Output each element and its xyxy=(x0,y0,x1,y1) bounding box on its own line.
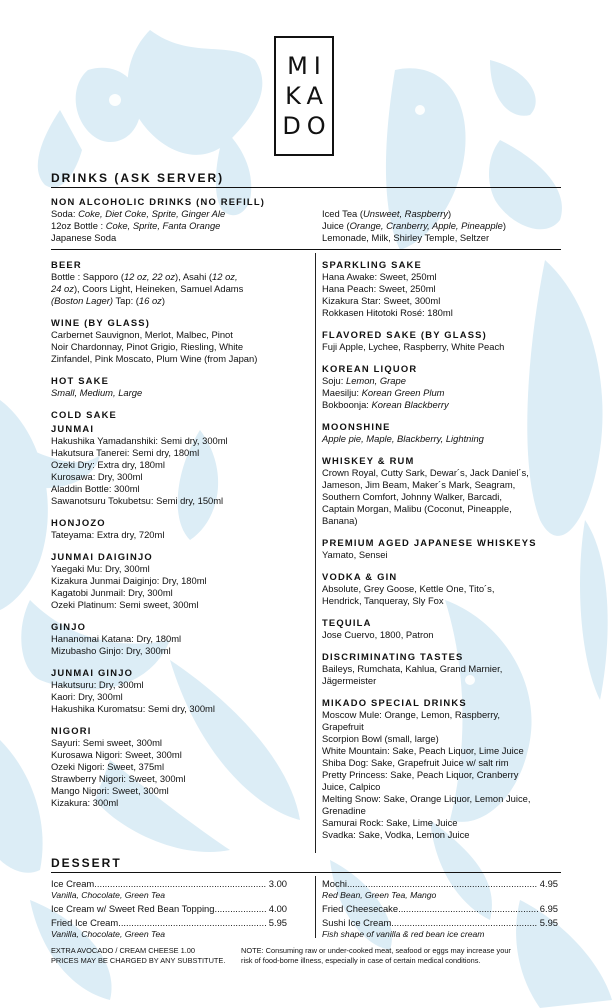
moonshine-block xyxy=(322,421,567,445)
discriminating-tastes-heading: DISCRIMINATING TASTES xyxy=(322,651,464,662)
vodka-line: Absolute, Grey Goose, Kettle One, Tito´s, xyxy=(322,583,495,594)
special-line: Juice, Calpico xyxy=(322,781,381,792)
special-line: Pretty Princess: Sake, Peach Liquor, Cranberry xyxy=(322,769,519,780)
junmai-ginjo-heading: JUNMAI GINJO xyxy=(51,667,134,678)
juice-line: Juice (Orange, Cranberry, Apple, Pineapple) xyxy=(322,220,506,231)
special-line: Svadka: Sake, Vodka, Lemon Juice xyxy=(322,829,470,840)
sake-item: Hakutsuru: Dry, 300ml xyxy=(51,679,144,690)
whiskey-line: Captain Morgan, Malibu (Coconut, Pineapple, xyxy=(322,503,512,514)
vodka-line: Hendrick, Tanqueray, Sly Fox xyxy=(322,595,444,606)
footer-line: EXTRA AVOCADO / CREAM CHEESE 1.00 xyxy=(51,946,196,955)
drinks-top-rule xyxy=(51,187,561,188)
discriminating-tastes-block xyxy=(322,651,567,687)
hot-sake-sizes: Small, Medium, Large xyxy=(51,387,143,398)
discriminating-line: Jägermeister xyxy=(322,675,377,686)
bottle-line: 12oz Bottle : Coke, Sprite, Fanta Orange xyxy=(51,220,221,231)
special-line: White Mountain: Sake, Peach Liquor, Lime Juice xyxy=(322,745,524,756)
flavored-sake-heading: FLAVORED SAKE (BY GLASS) xyxy=(322,329,487,340)
honjozo-heading: HONJOZO xyxy=(51,517,106,528)
tequila-items: Jose Cuervo, 1800, Patron xyxy=(322,629,434,640)
special-drinks-block xyxy=(322,697,567,841)
sparkling-item: Rokkasen Hitotoki Rosé: 180ml xyxy=(322,307,453,318)
sparkling-item: Hana Awake: Sweet, 250ml xyxy=(322,271,437,282)
moonshine-items: Apple pie, Maple, Blackberry, Lightning xyxy=(322,433,484,444)
wine-line: Carbernet Sauvignon, Merlot, Malbec, Pinot xyxy=(51,329,233,340)
beer-line: 24 oz), Coors Light, Heineken, Samuel Adams xyxy=(51,283,244,294)
sake-item: Kizakura: 300ml xyxy=(51,797,119,808)
whiskey-rum-block xyxy=(322,455,567,527)
sake-item: Tateyama: Extra dry, 720ml xyxy=(51,529,165,540)
other-drinks-line: Lemonade, Milk, Shirley Temple, Seltzer xyxy=(322,232,490,243)
logo-line: DO xyxy=(282,112,332,140)
sake-item: Kaori: Dry, 300ml xyxy=(51,691,123,702)
footer-line: PRICES MAY BE CHARGED BY ANY SUBSTITUTE. xyxy=(51,955,226,965)
junmai-heading: JUNMAI xyxy=(51,423,95,434)
maesilju-line: Maesilju: Korean Green Plum xyxy=(322,387,445,398)
footer-line: NOTE: Consuming raw or under-cooked meat, seafood or eggs may increase your xyxy=(241,946,511,955)
hot-sake-heading: HOT SAKE xyxy=(51,375,110,386)
sake-item: Kizakura Junmai Daiginjo: Dry, 180ml xyxy=(51,575,207,586)
logo-line: MI xyxy=(287,52,327,80)
discriminating-line: Baileys, Rumchata, Kahlua, Grand Marnier, xyxy=(322,663,503,674)
footer-health-note xyxy=(241,946,571,965)
soju-line: Soju: Lemon, Grape xyxy=(322,375,406,386)
sake-item: Sawanotsuru Tokubetsu: Semi dry, 150ml xyxy=(51,495,224,506)
ginjo-block xyxy=(51,621,313,657)
special-line: Moscow Mule: Orange, Lemon, Raspberry, xyxy=(322,709,501,720)
non-alcoholic-heading: NON ALCOHOLIC DRINKS (NO REFILL) xyxy=(51,196,266,207)
dessert-divider xyxy=(315,876,316,938)
moonshine-heading: MOONSHINE xyxy=(322,421,391,432)
sake-item: Hakushika Yamadanshiki: Semi dry, 300ml xyxy=(51,435,228,446)
sake-item: Ozeki Platinum: Semi sweet, 300ml xyxy=(51,599,199,610)
wine-heading: WINE (BY GLASS) xyxy=(51,317,151,328)
japanese-soda-line: Japanese Soda xyxy=(51,232,117,243)
sake-item: Strawberry Nigori: Sweet, 300ml xyxy=(51,773,186,784)
flavored-sake-block xyxy=(322,329,567,353)
sake-item: Kagatobi Junmail: Dry, 300ml xyxy=(51,587,173,598)
special-line: Melting Snow: Sake, Orange Liquor, Lemon Juice, xyxy=(322,793,531,804)
sake-item: Ozeki Nigori: Sweet, 375ml xyxy=(51,761,165,772)
ginjo-heading: GINJO xyxy=(51,621,87,632)
dessert-left-column xyxy=(51,878,287,942)
special-line: Samurai Rock: Sake, Lime Juice xyxy=(322,817,458,828)
wine-line: Zinfandel, Pink Moscato, Plum Wine (from Japan) xyxy=(51,353,258,364)
footer-surcharge-note xyxy=(51,946,251,965)
premium-whiskey-items: Yamato, Sensei xyxy=(322,549,388,560)
whiskey-rum-heading: WHISKEY & RUM xyxy=(322,455,415,466)
beer-block xyxy=(51,259,313,307)
bokboonja-line: Bokboonja: Korean Blackberry xyxy=(322,399,449,410)
premium-whiskey-block xyxy=(322,537,567,561)
wine-block xyxy=(51,317,313,365)
non-alcoholic-left xyxy=(51,196,313,244)
whiskey-line: Banana) xyxy=(322,515,358,526)
vodka-gin-block xyxy=(322,571,567,607)
dessert-description: Fish shape of vanilla & red bean ice cream xyxy=(322,929,485,939)
sake-item: Hakushika Kuromatsu: Semi dry, 300ml xyxy=(51,703,215,714)
dessert-item: Ice Cream ..... 3.00 xyxy=(51,878,287,890)
dessert-right-column xyxy=(322,878,558,942)
premium-whiskey-heading: PREMIUM AGED JAPANESE WHISKEYS xyxy=(322,537,537,548)
sake-item: Kurosawa: Dry, 300ml xyxy=(51,471,143,482)
special-line: Shiba Dog: Sake, Grapefruit Juice w/ salt rim xyxy=(322,757,509,768)
dessert-item: Mochi ..... 4.95 xyxy=(322,878,558,890)
sake-item: Sayuri: Semi sweet, 300ml xyxy=(51,737,162,748)
sake-item: Hananomai Katana: Dry, 180ml xyxy=(51,633,182,644)
nigori-heading: NIGORI xyxy=(51,725,92,736)
whiskey-line: Southern Comfort, Johnny Walker, Barcadi, xyxy=(322,491,502,502)
junmai-ginjo-block xyxy=(51,667,313,715)
special-drinks-heading: MIKADO SPECIAL DRINKS xyxy=(322,697,467,708)
sake-item: Mango Nigori: Sweet, 300ml xyxy=(51,785,169,796)
sparkling-item: Hana Peach: Sweet, 250ml xyxy=(322,283,436,294)
hot-sake-block xyxy=(51,375,313,399)
footer-line: risk of food-borne illness, especially in case of certain medical conditions. xyxy=(241,955,481,965)
nigori-block xyxy=(51,725,313,809)
dessert-item: Fried Cheesecake ..... 6.95 xyxy=(322,903,558,915)
flavored-item: Fuji Apple, Lychee, Raspberry, White Peach xyxy=(322,341,505,352)
non-alcoholic-right xyxy=(322,208,562,244)
iced-tea-line: Iced Tea (Unsweet, Raspberry) xyxy=(322,208,452,219)
beer-line: Bottle : Sapporo (12 oz, 22 oz), Asahi (12 oz, xyxy=(51,271,238,282)
tequila-block xyxy=(322,617,567,641)
dessert-item: Fried Ice Cream ..... 5.95 xyxy=(51,917,287,929)
soda-line: Soda: Coke, Diet Coke, Sprite, Ginger Ale xyxy=(51,208,226,219)
drinks-left-column xyxy=(51,259,313,819)
whiskey-line: Crown Royal, Cutty Sark, Dewar´s, Jack Daniel´s, xyxy=(322,467,529,478)
cold-sake-heading: COLD SAKE xyxy=(51,409,118,420)
column-divider xyxy=(315,253,316,853)
dessert-top-rule xyxy=(51,872,561,873)
dessert-description: Vanilla, Chocolate, Green Tea xyxy=(51,929,166,939)
dessert-item: Ice Cream w/ Sweet Red Bean Topping ..... 4.00 xyxy=(51,903,287,915)
beer-line: (Boston Lager) Tap: (16 oz) xyxy=(51,295,165,306)
dessert-item: Sushi Ice Cream ..... 5.95 xyxy=(322,917,558,929)
korean-liquor-heading: KOREAN LIQUOR xyxy=(322,363,418,374)
special-line: Grenadine xyxy=(322,805,366,816)
sparkling-item: Kizakura Star: Sweet, 300ml xyxy=(322,295,441,306)
wine-line: Noir Chardonnay, Pinot Grigio, Riesling, White xyxy=(51,341,244,352)
whiskey-line: Jameson, Jim Beam, Maker´s Mark, Seagram, xyxy=(322,479,516,490)
sake-item: Yaegaki Mu: Dry, 300ml xyxy=(51,563,150,574)
drinks-right-column xyxy=(322,259,567,851)
tequila-heading: TEQUILA xyxy=(322,617,372,628)
mikado-logo xyxy=(274,36,334,156)
sake-item: Hakutsura Tanerei: Semi dry, 180ml xyxy=(51,447,200,458)
honjozo-block xyxy=(51,517,313,541)
dessert-description: Vanilla, Chocolate, Green Tea xyxy=(51,890,166,900)
junmai-block xyxy=(51,423,313,507)
logo-line: KA xyxy=(285,82,329,110)
non-alcoholic-bottom-rule xyxy=(51,249,561,250)
sake-item: Ozeki Dry: Extra dry, 180ml xyxy=(51,459,165,470)
sake-item: Mizubasho Ginjo: Dry, 300ml xyxy=(51,645,171,656)
sake-item: Aladdin Bottle: 300ml xyxy=(51,483,140,494)
junmai-daiginjo-block xyxy=(51,551,313,611)
vodka-gin-heading: VODKA & GIN xyxy=(322,571,398,582)
sparkling-sake-block xyxy=(322,259,567,319)
sake-item: Kurosawa Nigori: Sweet, 300ml xyxy=(51,749,182,760)
junmai-daiginjo-heading: JUNMAI DAIGINJO xyxy=(51,551,153,562)
sparkling-sake-heading: SPARKLING SAKE xyxy=(322,259,422,270)
drinks-section-title: DRINKS (ASK SERVER) xyxy=(51,171,225,185)
beer-heading: BEER xyxy=(51,259,82,270)
korean-liquor-block xyxy=(322,363,567,411)
special-line: Scorpion Bowl (small, large) xyxy=(322,733,439,744)
dessert-section-title: DESSERT xyxy=(51,856,122,870)
special-line: Grapefruit xyxy=(322,721,364,732)
dessert-description: Red Bean, Green Tea, Mango xyxy=(322,890,437,900)
